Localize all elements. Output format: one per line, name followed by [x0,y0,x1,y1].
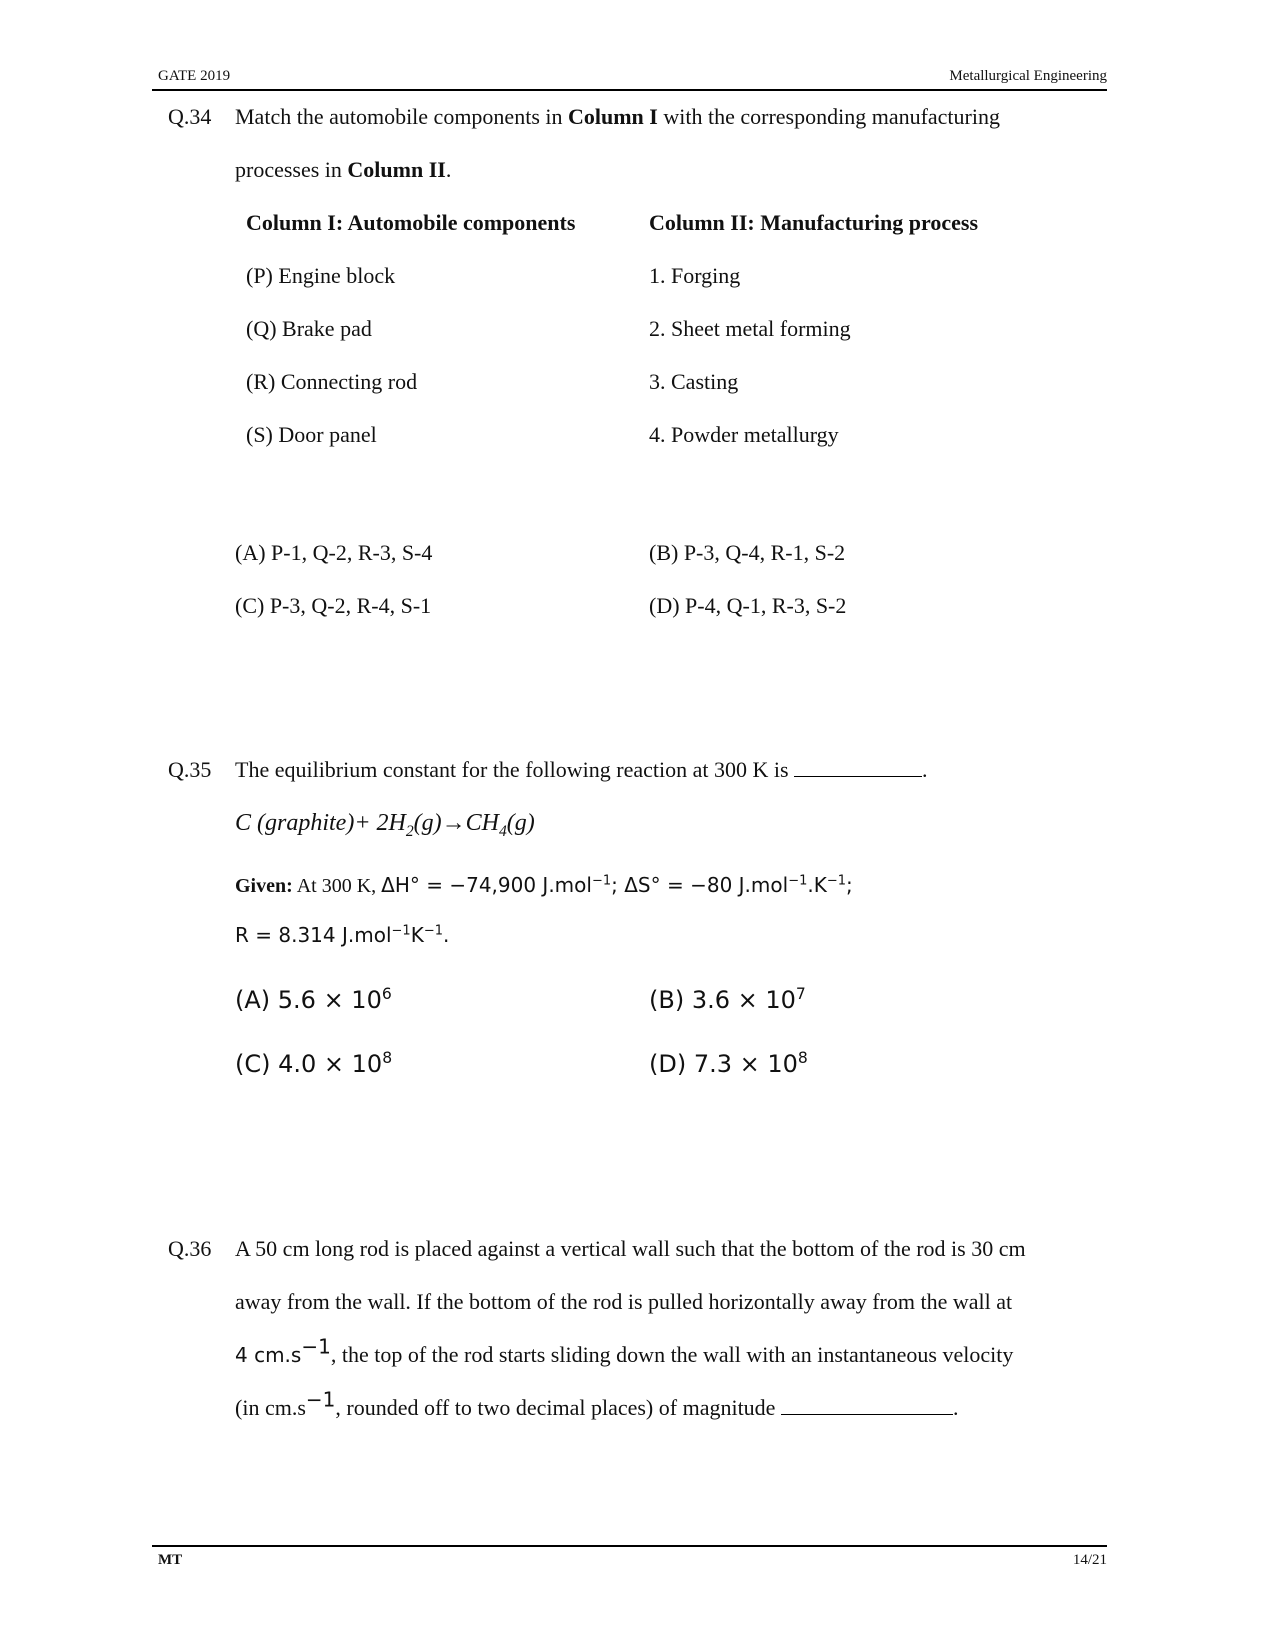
q34-text-2c: . [445,157,452,182]
reaction-h2-subscript: 2 [405,822,414,840]
q36-line-3-unit: 4 cm.s [235,1343,302,1367]
entropy-exp-1: −1 [788,873,808,889]
q35-text: The equilibrium constant for the following reaction at 300 K is . [235,757,928,782]
q34-text-1c: with the corresponding manufacturing [657,104,1000,129]
q36-line-4-end: . [952,1395,959,1420]
footer-rule [152,1545,1107,1547]
q36-line-3-text: , the top of the rod starts sliding down the wall with an instantaneous velocity [330,1342,1014,1367]
q35-gas-constant [235,923,449,947]
q34-text-1a: Match the automobile components in [235,104,568,129]
q35-option-d-exp: 8 [797,1049,808,1067]
q36-line-3-exp: −1 [301,1334,331,1359]
q36-answer-blank [781,1396,953,1415]
q36-line-4 [235,1387,959,1421]
q34-text-line-1 [235,104,1000,130]
column-1-item-s: (S) Door panel [246,422,377,447]
given-text: At 300 K, [296,875,377,897]
entropy-exp-2: −1 [826,873,847,889]
q35-text-main: The equilibrium constant for the following reaction at 300 K is [235,757,789,782]
reaction-ch4-subscript: 4 [498,822,507,840]
column-2-item-3: 3. Casting [649,369,739,394]
column-1-item-p: (P) Engine block [246,263,396,288]
q34-option-a: (A) P-1, Q-2, R-3, S-4 [235,540,433,565]
column-2-item-2: 2. Sheet metal forming [649,316,851,341]
q35-option-b [649,986,806,1014]
reaction-plus-h2: + 2H [354,810,406,836]
q35-option-a-exp: 6 [381,985,392,1003]
q35-option-d [649,1050,808,1078]
reaction-gas-1: (g) [413,810,442,836]
column-2-item-4: 4. Powder metallurgy [649,422,839,447]
q35-option-b-exp: 7 [795,985,806,1003]
column-2-header-text: Column II: Manufacturing process [649,210,979,235]
reaction-gas-2: (g) [506,810,535,836]
reaction-c: C [235,810,252,836]
q34-option-c: (C) P-3, Q-2, R-4, S-1 [235,593,432,618]
q34-option-d: (D) P-4, Q-1, R-3, S-2 [649,593,847,618]
q35-option-a-text: (A) 5.6 × 10 [235,986,382,1014]
given-label: Given: [235,875,293,897]
enthalpy-text: ΔH° = −74,900 J.mol [381,873,592,897]
q36-line-4-text: , rounded off to two decimal places) of magnitude [335,1395,776,1420]
gas-constant-exp-1: −1 [391,923,411,939]
q35-reaction [235,810,535,840]
reaction-ch: CH [465,810,499,836]
q35-option-d-text: (D) 7.3 × 10 [649,1050,798,1078]
q35-option-a [235,986,392,1014]
footer-paper-code: MT [158,1552,183,1568]
gas-constant-end: . [442,923,450,947]
q34-text-line-2 [235,157,451,183]
q35-given [235,873,853,898]
q35-option-c-exp: 8 [382,1049,393,1067]
column-1-item-r: (R) Connecting rod [246,369,418,394]
header-subject: Metallurgical Engineering [949,68,1107,84]
given-enthalpy [381,873,853,897]
q36-line-4-unit: (in cm.s [235,1395,306,1420]
question-number-34: Q.34 [168,104,212,129]
q34-text-1b: Column I [568,104,658,129]
column-2-item-1: 1. Forging [649,263,741,288]
reaction-graphite: (graphite) [257,810,355,836]
gas-constant-text: R = 8.314 J.mol [235,923,392,947]
question-number-36: Q.36 [168,1236,212,1261]
q34-text-2a: processes in [235,157,348,182]
column-1-item-q: (Q) Brake pad [246,316,372,341]
column-1-header-text: Column I: Automobile components [246,210,576,235]
q35-option-c [235,1050,392,1078]
column-2-header [649,210,978,236]
reaction-arrow: → [441,810,466,836]
entropy-text: ; ΔS° = −80 J.mol [611,873,789,897]
q35-answer-blank [794,758,922,777]
question-number-35: Q.35 [168,757,212,782]
q34-option-b: (B) P-3, Q-4, R-1, S-2 [649,540,846,565]
entropy-k: .K [807,873,827,897]
header-exam-name: GATE 2019 [158,68,231,84]
column-1-header [246,210,575,236]
q36-line-1: A 50 cm long rod is placed against a vertical wall such that the bottom of the rod is 30 cm [235,1236,1026,1261]
q36-line-4-exp: −1 [305,1387,336,1412]
header-rule [152,89,1107,91]
enthalpy-exp: −1 [591,873,612,889]
q35-option-c-text: (C) 4.0 × 10 [235,1050,383,1078]
gas-constant-exp-2: −1 [423,923,443,939]
q34-text-2b: Column II [347,157,446,182]
q36-line-3 [235,1334,1014,1368]
gas-constant-k: K [410,923,424,947]
q35-option-b-text: (B) 3.6 × 10 [649,986,796,1014]
q36-line-2: away from the wall. If the bottom of the rod is pulled horizontally away from the wall at [235,1289,1013,1314]
footer-page-number: 14/21 [1072,1552,1107,1568]
entropy-end: ; [846,873,853,897]
